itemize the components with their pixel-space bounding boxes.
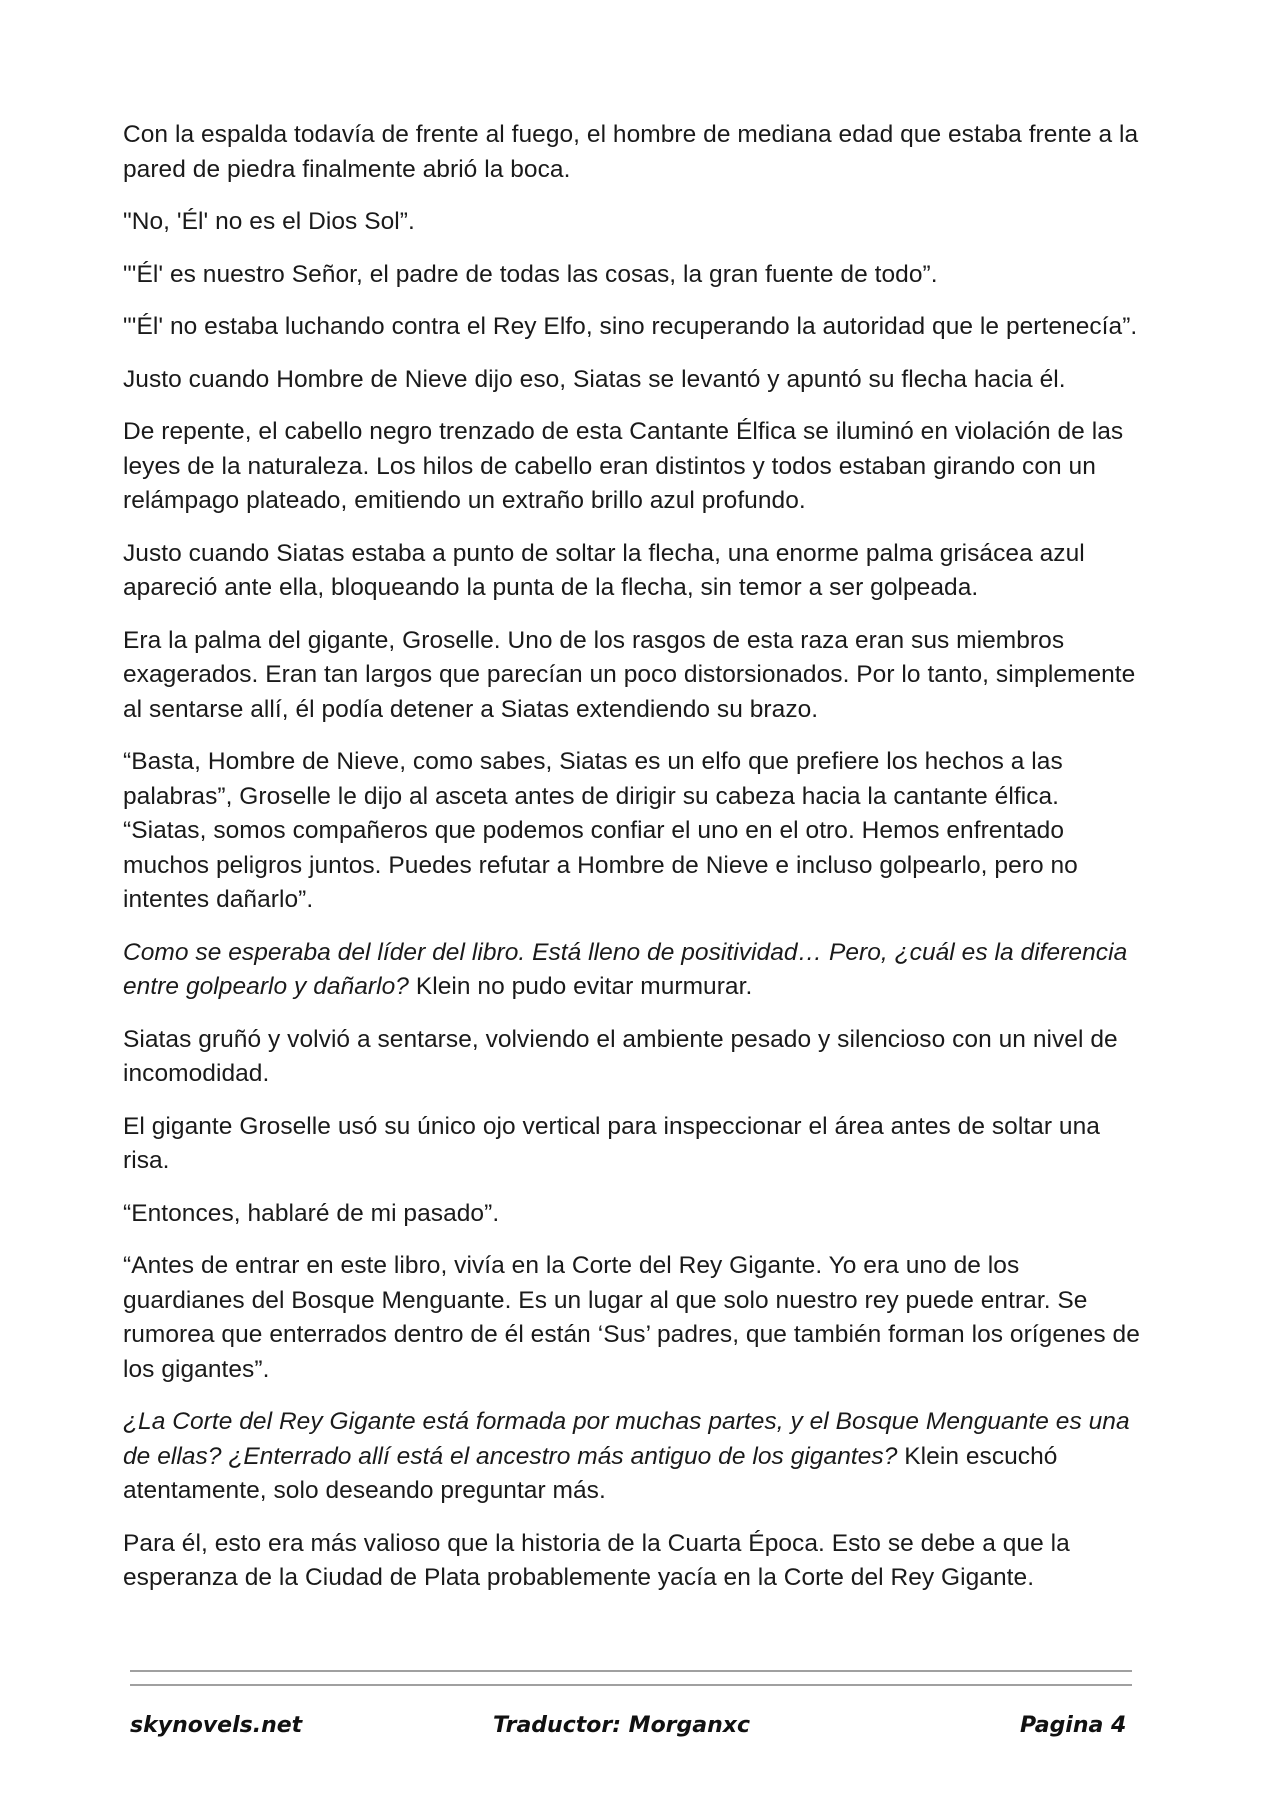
footer-divider-top [130, 1670, 1132, 1672]
paragraph [123, 415, 1143, 519]
footer-site: skynovels.net [130, 1713, 303, 1738]
paragraph-text: “Basta, Hombre de Nieve, como sabes, Siatas es un elfo que prefiere los hechos a las palabras”, Groselle le dijo al asceta antes de dirigir su cabeza hacia la cantante élfica. “Siatas, somos compañeros que podemos confiar el uno en el otro. Hemos enfrentado muchos peligros juntos. Puedes refutar a Hombre de Nieve e incluso golpearlo, pero no intentes dañarlo”. [123, 748, 1078, 913]
paragraph [123, 1023, 1143, 1092]
paragraph-text: "'Él' no estaba luchando contra el Rey Elfo, sino recuperando la autoridad que le pertenecía”. [123, 313, 1138, 340]
paragraph [123, 363, 1143, 398]
paragraph-text: Klein escuchó atentamente, solo deseando preguntar más. [123, 1442, 1058, 1504]
paragraph-text: Siatas gruñó y volvió a sentarse, volviendo el ambiente pesado y silencioso con un nivel de incomodidad. [123, 1025, 1118, 1087]
paragraph [123, 310, 1143, 345]
chapter-text [123, 118, 1143, 1614]
paragraph-italic-text: Como se esperaba del líder del libro. Está lleno de positividad… Pero, ¿cuál es la diferencia entre golpearlo y dañarlo? [123, 938, 1128, 1000]
paragraph-text: De repente, el cabello negro trenzado de esta Cantante Élfica se iluminó en violación de las leyes de la naturaleza. Los hilos de cabello eran distintos y todos estaban girando con un relámpago plateado, emitiendo un extraño brillo azul profundo. [123, 418, 1124, 514]
paragraph [123, 537, 1143, 606]
paragraph-text: Klein no pudo evitar murmurar. [408, 973, 753, 1000]
paragraph [123, 258, 1143, 293]
footer-translator: Traductor: Morganxc [493, 1713, 751, 1738]
paragraph [123, 1110, 1143, 1179]
paragraph [123, 118, 1143, 187]
paragraph [123, 936, 1143, 1005]
paragraph-text: Era la palma del gigante, Groselle. Uno de los rasgos de esta raza eran sus miembros exagerados. Eran tan largos que parecían un poco distorsionados. Por lo tanto, simplemente al sentarse allí, él podía detener a Siatas extendiendo su brazo. [123, 626, 1136, 723]
paragraph-text: “Entonces, hablaré de mi pasado”. [123, 1199, 500, 1227]
paragraph [123, 1249, 1143, 1387]
paragraph [123, 1527, 1143, 1596]
paragraph-text: Con la espalda todavía de frente al fuego, el hombre de mediana edad que estaba frente a la pared de piedra finalmente abrió la boca. [123, 121, 1139, 183]
paragraph-text: Justo cuando Siatas estaba a punto de soltar la flecha, una enorme palma grisácea azul apareció ante ella, bloqueando la punta de la flecha, sin temor a ser golpeada. [123, 539, 1085, 601]
paragraph-text: "'Él' es nuestro Señor, el padre de todas las cosas, la gran fuente de todo”. [123, 260, 938, 288]
paragraph [123, 205, 1143, 240]
paragraph-text: Para él, esto era más valioso que la historia de la Cuarta Época. Esto se debe a que la esperanza de la Ciudad de Plata probablemente yacía en la Corte del Rey Gigante. [123, 1529, 1070, 1591]
footer-page-number: Pagina 4 [1020, 1713, 1127, 1738]
paragraph-text: El gigante Groselle usó su único ojo vertical para inspeccionar el área antes de soltar una risa. [123, 1112, 1100, 1174]
page-footer [0, 1713, 1280, 1753]
paragraph-text: "No, 'Él' no es el Dios Sol”. [123, 208, 415, 235]
paragraph-italic-text: ¿La Corte del Rey Gigante está formada por muchas partes, y el Bosque Menguante es una de ellas? ¿Enterrado allí está el ancestro más antiguo de los gigantes? [123, 1408, 1130, 1470]
paragraph [123, 1405, 1143, 1509]
paragraph [123, 624, 1143, 728]
paragraph-text: “Antes de entrar en este libro, vivía en la Corte del Rey Gigante. Yo era uno de los guardianes del Bosque Menguante. Es un lugar al que solo nuestro rey puede entrar. Se rumorea que enterrados dentro de él están ‘Sus’ padres, que también forman los orígenes de los gigantes”. [123, 1252, 1140, 1383]
paragraph-text: Justo cuando Hombre de Nieve dijo eso, Siatas se levantó y apuntó su flecha hacia él. [123, 365, 1066, 393]
paragraph [123, 745, 1143, 918]
paragraph [123, 1197, 1143, 1232]
footer-divider-bottom [130, 1684, 1132, 1686]
